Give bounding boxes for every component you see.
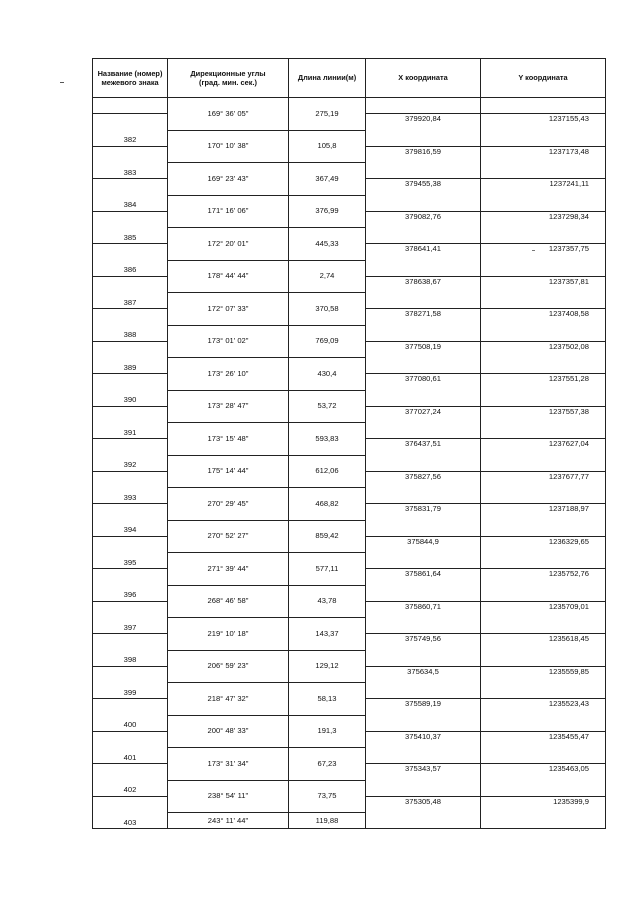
direction-angle-cell: 175° 14' 44" xyxy=(168,455,289,488)
y-coordinate-cell: 1235523,43 xyxy=(481,699,606,732)
point-name-cell: 390 xyxy=(93,374,168,407)
direction-angle-cell: 169° 23' 43" xyxy=(168,163,289,196)
point-name-cell: 384 xyxy=(93,179,168,212)
line-length-cell: 119,88 xyxy=(289,813,366,829)
direction-angle-cell: 270° 52' 27" xyxy=(168,520,289,553)
x-coordinate-cell: 379920,84 xyxy=(366,114,481,147)
point-name-cell: 399 xyxy=(93,666,168,699)
direction-angle-cell: 172° 20' 01" xyxy=(168,228,289,261)
point-name-cell: 398 xyxy=(93,634,168,667)
table-row xyxy=(93,98,606,114)
line-length-cell: 376,99 xyxy=(289,195,366,228)
direction-angle-cell: 169° 36' 05" xyxy=(168,98,289,131)
y-coordinate-cell: 1237502,08 xyxy=(481,341,606,374)
point-name-cell: 389 xyxy=(93,341,168,374)
x-coordinate-cell: 375827,56 xyxy=(366,471,481,504)
y-coordinate-cell: 1237173,48 xyxy=(481,146,606,179)
line-length-cell: 43,78 xyxy=(289,585,366,618)
y-coordinate-cell: 1235463,05 xyxy=(481,764,606,797)
point-name-cell: 388 xyxy=(93,309,168,342)
margin-mark xyxy=(60,82,64,83)
coordinate-sheet xyxy=(92,58,605,829)
point-name-cell: 403 xyxy=(93,796,168,829)
line-length-cell: 859,42 xyxy=(289,520,366,553)
y-coordinate-cell: 1237357,75 xyxy=(481,244,606,277)
point-name-cell: 382 xyxy=(93,114,168,147)
point-name-cell: 383 xyxy=(93,146,168,179)
x-coordinate-cell: 377080,61 xyxy=(366,374,481,407)
direction-angle-cell: 173° 31' 34" xyxy=(168,748,289,781)
y-coordinate-cell: 1235752,76 xyxy=(481,569,606,602)
y-coordinate-cell: 1237155,43 xyxy=(481,114,606,147)
x-coordinate-cell: 375860,71 xyxy=(366,601,481,634)
y-coordinate-cell: 1237551,28 xyxy=(481,374,606,407)
line-length-cell: 370,58 xyxy=(289,293,366,326)
x-coordinate-cell: 375844,9 xyxy=(366,536,481,569)
point-name-cell: 385 xyxy=(93,211,168,244)
direction-angle-cell: 173° 26' 10" xyxy=(168,358,289,391)
line-length-cell: 143,37 xyxy=(289,618,366,651)
point-name-cell: 386 xyxy=(93,244,168,277)
y-coordinate-cell: 1237408,58 xyxy=(481,309,606,342)
x-coordinate-cell: 379082,76 xyxy=(366,211,481,244)
point-name-cell: 394 xyxy=(93,504,168,537)
line-length-cell: 468,82 xyxy=(289,488,366,521)
direction-angle-cell: 268° 46' 58" xyxy=(168,585,289,618)
point-name-cell: 393 xyxy=(93,471,168,504)
x-coordinate-cell xyxy=(366,98,481,114)
direction-angle-cell: 238° 54' 11" xyxy=(168,780,289,813)
line-length-cell: 73,75 xyxy=(289,780,366,813)
y-coordinate-cell: 1237241,11 xyxy=(481,179,606,212)
point-name-cell: 400 xyxy=(93,699,168,732)
direction-angle-cell: 173° 15' 48" xyxy=(168,423,289,456)
point-name-cell xyxy=(93,98,168,114)
line-length-cell: 445,33 xyxy=(289,228,366,261)
direction-angle-cell: 218° 47' 32" xyxy=(168,683,289,716)
direction-angle-cell: 173° 28' 47" xyxy=(168,390,289,423)
direction-angle-cell: 170° 10' 38" xyxy=(168,130,289,163)
point-name-cell: 401 xyxy=(93,731,168,764)
y-coordinate-cell: 1237298,34 xyxy=(481,211,606,244)
line-length-cell: 275,19 xyxy=(289,98,366,131)
header-name: Название (номер) межевого знака xyxy=(93,59,168,98)
header-length: Длина линии(м) xyxy=(289,59,366,98)
x-coordinate-cell: 377508,19 xyxy=(366,341,481,374)
direction-angle-cell: 172° 07' 33" xyxy=(168,293,289,326)
x-coordinate-cell: 378641,41 xyxy=(366,244,481,277)
point-name-cell: 392 xyxy=(93,439,168,472)
x-coordinate-cell: 375749,56 xyxy=(366,634,481,667)
line-length-cell: 430,4 xyxy=(289,358,366,391)
line-length-cell: 129,12 xyxy=(289,650,366,683)
x-coordinate-cell: 375343,57 xyxy=(366,764,481,797)
y-coordinate-cell: 1236329,65 xyxy=(481,536,606,569)
direction-angle-cell: 206° 59' 23" xyxy=(168,650,289,683)
header-y: Y координата xyxy=(481,59,606,98)
point-name-cell: 402 xyxy=(93,764,168,797)
line-length-cell: 593,83 xyxy=(289,423,366,456)
direction-angle-cell: 271° 39' 44" xyxy=(168,553,289,586)
direction-angle-cell: 173° 01' 02" xyxy=(168,325,289,358)
y-coordinate-cell: 1235559,85 xyxy=(481,666,606,699)
y-coordinate-cell: 1235399,9 xyxy=(481,796,606,829)
direction-angle-cell: 178° 44' 44" xyxy=(168,260,289,293)
direction-angle-cell: 243° 11' 44" xyxy=(168,813,289,829)
line-length-cell: 612,06 xyxy=(289,455,366,488)
x-coordinate-cell: 375634,5 xyxy=(366,666,481,699)
table-body xyxy=(93,98,606,829)
direction-angle-cell: 200° 48' 33" xyxy=(168,715,289,748)
y-coordinate-cell: 1237677,77 xyxy=(481,471,606,504)
line-length-cell: 58,13 xyxy=(289,683,366,716)
x-coordinate-cell: 379816,59 xyxy=(366,146,481,179)
line-length-cell: 769,09 xyxy=(289,325,366,358)
y-coordinate-cell: 1237627,04 xyxy=(481,439,606,472)
point-name-cell: 396 xyxy=(93,569,168,602)
x-coordinate-cell: 375861,64 xyxy=(366,569,481,602)
x-coordinate-cell: 379455,38 xyxy=(366,179,481,212)
x-coordinate-cell: 375410,37 xyxy=(366,731,481,764)
point-name-cell: 387 xyxy=(93,276,168,309)
point-name-cell: 395 xyxy=(93,536,168,569)
x-coordinate-cell: 378638,67 xyxy=(366,276,481,309)
header-angle: Дирекционные углы (град. мин. сек.) xyxy=(168,59,289,98)
direction-angle-cell: 270° 29' 45" xyxy=(168,488,289,521)
x-coordinate-cell: 377027,24 xyxy=(366,406,481,439)
table-header-row xyxy=(93,59,606,98)
point-name-cell: 391 xyxy=(93,406,168,439)
y-coordinate-cell: 1235709,01 xyxy=(481,601,606,634)
line-length-cell: 2,74 xyxy=(289,260,366,293)
direction-angle-cell: 219° 10' 18" xyxy=(168,618,289,651)
direction-angle-cell: 171° 16' 06" xyxy=(168,195,289,228)
y-coordinate-cell: 1237557,38 xyxy=(481,406,606,439)
y-coordinate-cell: 1237357,81 xyxy=(481,276,606,309)
y-coordinate-cell: 1235455,47 xyxy=(481,731,606,764)
line-length-cell: 367,49 xyxy=(289,163,366,196)
line-length-cell: 191,3 xyxy=(289,715,366,748)
line-length-cell: 53,72 xyxy=(289,390,366,423)
x-coordinate-cell: 375589,19 xyxy=(366,699,481,732)
y-coordinate-cell: 1235618,45 xyxy=(481,634,606,667)
x-coordinate-cell: 375831,79 xyxy=(366,504,481,537)
line-length-cell: 105,8 xyxy=(289,130,366,163)
point-name-cell: 397 xyxy=(93,601,168,634)
x-coordinate-cell: 376437,51 xyxy=(366,439,481,472)
x-coordinate-cell: 378271,58 xyxy=(366,309,481,342)
header-x: X координата xyxy=(366,59,481,98)
line-length-cell: 577,11 xyxy=(289,553,366,586)
line-length-cell: 67,23 xyxy=(289,748,366,781)
y-coordinate-cell: 1237188,97 xyxy=(481,504,606,537)
x-coordinate-cell: 375305,48 xyxy=(366,796,481,829)
boundary-coordinates-table xyxy=(92,58,606,829)
y-coordinate-cell xyxy=(481,98,606,114)
